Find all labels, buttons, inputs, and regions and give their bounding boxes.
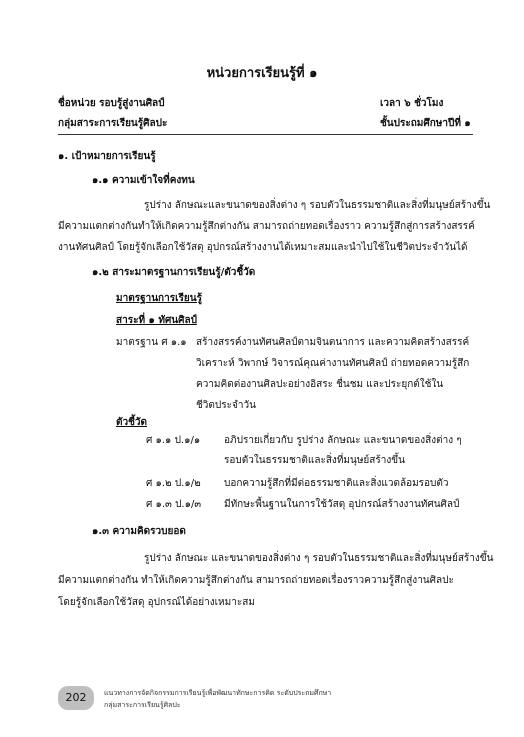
subject-group: กลุ่มสาระการเรียนรู้ศิลปะ [58,118,168,129]
subsection-heading-standards: ๑.๒ สาระมาตรฐานการเรียนรู้/ตัวชี้วัด [92,267,256,278]
indicator-code: ศ ๑.๑ ป.๑/๑ [146,435,201,446]
meta-row-subject [58,116,471,131]
unit-name: ชื่อหน่วย รอบรู้สู่งานศิลป์ [58,98,165,109]
standard-line: ความคิดต่องานศิลปะอย่างอิสระ ชื่นชม และประยุกต์ใช้ใน [196,379,444,390]
subsection-heading-concept: ๑.๓ ความคิดรวบยอด [92,526,186,537]
indicator-code: ศ ๑.๓ ป.๑/๓ [146,499,202,510]
unit-time: เวลา ๖ ชั่วโมง [380,98,444,109]
page-number: 202 [58,686,94,710]
standard-line: สร้างสรรค์งานทัศนศิลป์ตามจินตนาการ และความคิดสร้างสรรค์ [196,337,470,348]
indicator-text: รอบตัวในธรรมชาติและสิ่งที่มนุษย์สร้างขึ้น [224,455,405,466]
paragraph-line: มีความแตกต่างกันทำให้เกิดความรู้สึกต่างกัน สามารถถ่ายทอดเรื่องราว ความรู้สึกสู่การสร้างสรรค์ [58,221,475,232]
grade-level: ชั้นประถมศึกษาปีที่ ๑ [380,118,471,129]
paragraph-line: รูปร่าง ลักษณะ และขนาดของสิ่งต่าง ๆ รอบตัวในธรรมชาติและสิ่งที่มนุษย์สร้างขึ้น [144,553,494,564]
paragraph-line: งานทัศนศิลป์ โดยรู้จักเลือกใช้วัสดุ อุปกรณ์สร้างงานได้เหมาะสมและนำไปใช้ในชีวิตประจำวันได้ [58,242,468,253]
indicator-text: บอกความรู้สึกที่มีต่อธรรมชาติและสิ่งแวดล้อมรอบตัว [224,478,449,489]
indicator-text: มีทักษะพื้นฐานในการใช้วัสดุ อุปกรณ์สร้างงานทัศนศิลป์ [224,499,460,510]
standard-line: วิเคราะห์ วิพากษ์ วิจารณ์คุณค่างานทัศนศิลป์ ถ่ายทอดความรู้สึก [196,358,470,369]
standard-line: ชีวิตประจำวัน [196,400,256,411]
meta-row-unit [58,96,468,111]
page-title: หน่วยการเรียนรู้ที่ ๑ [206,66,318,81]
footer-subject: กลุ่มสาระการเรียนรู้ศิลปะ [104,701,181,709]
indicator-text: อภิปรายเกี่ยวกับ รูปร่าง ลักษณะ และขนาดของสิ่งต่าง ๆ [224,435,462,446]
standard-label: มาตรฐาน ศ ๑.๑ [116,337,187,348]
strand-heading: สาระที่ ๑ ทัศนศิลป์ [116,315,197,326]
paragraph-line: โดยรู้จักเลือกใช้วัสดุ อุปกรณ์ได้อย่างเหมาะสม [58,597,255,608]
paragraph-line: มีความแตกต่างกัน ทำให้เกิดความรู้สึกต่างกัน สามารถถ่ายทอดเรื่องราวความรู้สึกสู่งานศิลปะ [58,575,454,586]
indicators-heading: ตัวชี้วัด [116,417,148,428]
footer-book-title: แนวทางการจัดกิจกรรมการเรียนรู้เพื่อพัฒนาทักษะการคิด ระดับประถมศึกษา [104,689,332,697]
header-divider [58,134,473,135]
paragraph-line: รูปร่าง ลักษณะและขนาดของสิ่งต่าง ๆ รอบตัวในธรรมชาติและสิ่งที่มนุษย์สร้างขึ้น [144,200,491,211]
standard-heading: มาตรฐานการเรียนรู้ [116,293,202,304]
indicator-code: ศ ๑.๒ ป.๑/๒ [146,478,201,489]
section-heading-goals: ๑. เป้าหมายการเรียนรู้ [58,151,156,162]
subsection-heading-understanding: ๑.๑ ความเข้าใจที่คงทน [92,175,195,186]
